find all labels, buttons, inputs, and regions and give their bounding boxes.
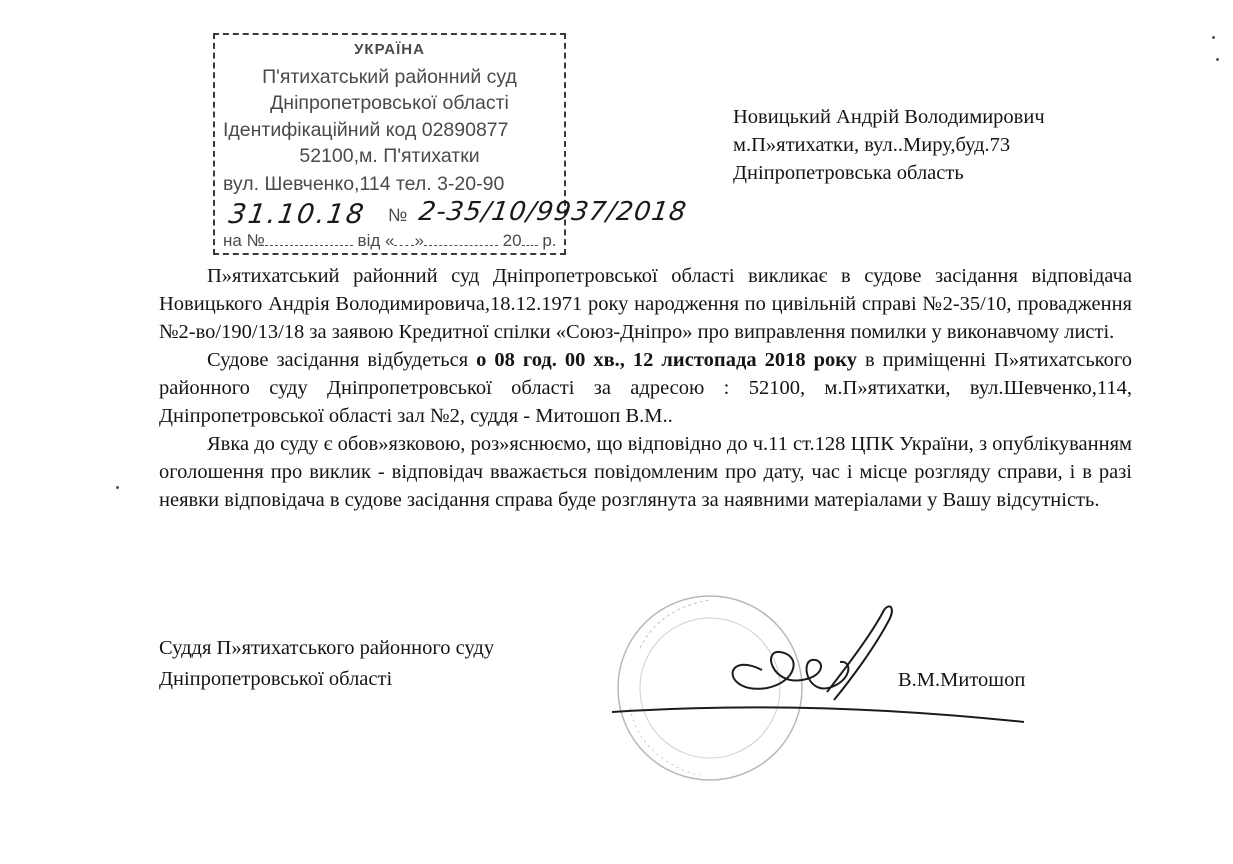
stamp-ref-mid2: » (414, 231, 424, 250)
handwritten-date: 31.10.18 (226, 199, 368, 230)
paragraph-attendance: Явка до суду є обов»язковою, роз»яснюємо, що відповідно до ч.11 ст.128 ЦПК України, з опублікуванням оголошення про виклик - відповідач вважається повідомленим про дату, час і місце розгляду справи, і в разі неявки відповідача в судове засідання справа буде розглянута за наявними матеріалами у Вашу відсутність. (159, 433, 1132, 511)
hearing-datetime: о 08 год. 00 хв., 12 листопада 2018 року (476, 349, 857, 371)
addressee-address: м.П»ятихатки, вул..Миру,буд.73 (733, 134, 1011, 156)
scan-speck (1212, 36, 1215, 39)
paragraph-hearing (159, 346, 1132, 430)
stamp-blank (424, 231, 498, 246)
signature-title (159, 633, 494, 695)
signature-title-line2: Дніпропетровської області (159, 668, 393, 690)
judge-name: В.М.Митошоп (898, 669, 1026, 691)
stamp-postal-address: 52100,м. П'ятихатки (299, 145, 480, 167)
stamp-registration-row (223, 197, 689, 230)
stamp-reference-row (223, 231, 558, 251)
addressee-region: Дніпропетровська область (733, 162, 964, 184)
stamp-court-name: П'ятихатський районний суд (262, 66, 517, 88)
hearing-intro: Судове засідання відбудеться (207, 349, 477, 371)
stamp-region: Дніпропетровської області (270, 92, 509, 114)
addressee-block (733, 103, 1045, 187)
scan-speck (116, 486, 119, 489)
stamp-id-code: Ідентифікаційний код 02890877 (223, 119, 509, 141)
stamp-ref-suffix: р. (542, 231, 557, 250)
stamp-ref-year: 20 (502, 231, 522, 250)
scan-speck (1216, 58, 1219, 61)
stamp-country: УКРАЇНА (354, 41, 425, 58)
stamp-blank (522, 231, 538, 246)
stamp-blank (394, 231, 414, 246)
handwritten-reg-number: 2-35/10/9937/2018 (416, 197, 689, 227)
addressee-name: Новицький Андрій Володимирович (733, 106, 1045, 128)
paragraph-summons: П»ятихатський районний суд Дніпропетровської області викликає в судове засідання відповідача Новицького Андрія Володимировича,18.12.1971 року народження по цивільній справі №2-35/10, провадження №2-во/190/13/18 за заявою Кредитної спілки «Союз-Дніпро» про виправлення помилки у виконавчому листі. (159, 265, 1132, 343)
hearing-location: в приміщенні П»ятихатського районного суду Дніпропетровської області за адресою : 52100, м.П»ятихатки, вул.Шевченко,114, Дніпропетровської області зал №2, суддя - Митошоп В.М.. (159, 349, 1132, 427)
stamp-street-phone: вул. Шевченко,114 тел. 3-20-90 (223, 173, 505, 195)
stamp-blank (265, 231, 353, 246)
stamp-ref-mid: від « (357, 231, 395, 250)
stamp-ref-prefix: на № (223, 231, 265, 250)
summons-body (159, 262, 1132, 514)
registration-stamp (213, 33, 689, 255)
signature-title-line1: Суддя П»ятихатського районного суду (159, 637, 495, 659)
stamp-number-label: № (388, 205, 408, 225)
